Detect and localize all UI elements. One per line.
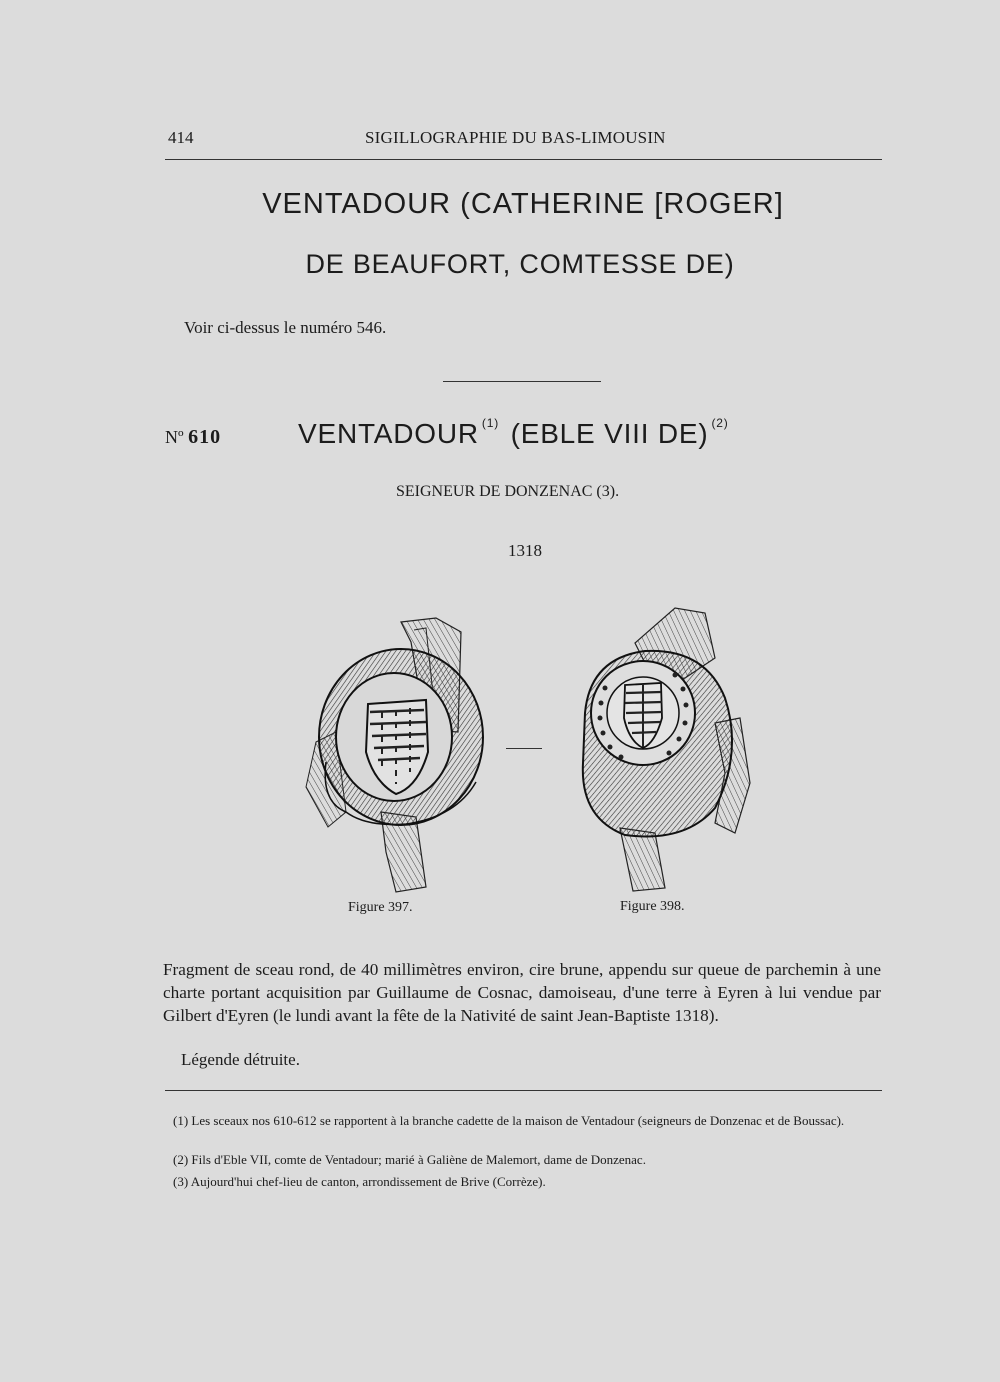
entry-number-value: 610 <box>188 426 222 448</box>
footnote-ref-2: (2) <box>711 415 729 430</box>
footnote-3: (3) Aujourd'hui chef-lieu de canton, arrondissement de Brive (Corrèze). <box>173 1174 546 1189</box>
seal-legend: Légende détruite. <box>181 1050 300 1069</box>
footnote-ref-1: (1) <box>481 415 499 430</box>
seal-reverse-drawing <box>565 603 760 893</box>
entry-number-prefix: Nº <box>165 427 184 447</box>
previous-entry-title-line-2: DE BEAUFORT, COMTESSE DE) <box>305 249 735 279</box>
figure-397-caption: Figure 397. <box>348 900 413 915</box>
seal-figure-398 <box>565 603 760 893</box>
header-rule <box>165 159 882 160</box>
footnote-1: (1) Les sceaux nos 610-612 se rapportent à la branche cadette de la maison de Ventadour (seigneurs de Donzenac et de Boussac). <box>173 1113 845 1128</box>
footnote-rule <box>165 1090 882 1091</box>
entry-title <box>298 415 732 450</box>
seal-obverse-drawing <box>286 612 486 897</box>
entry-title-rest: (EBLE VIII DE) <box>510 418 709 449</box>
entry-subtitle: SEIGNEUR DE DONZENAC (3). <box>396 483 620 500</box>
page-number: 414 <box>168 128 194 147</box>
entry-title-name: VENTADOUR <box>298 418 479 449</box>
figure-398-caption: Figure 398. <box>620 899 685 914</box>
entry-year: 1318 <box>508 541 542 560</box>
entry-number <box>165 426 221 449</box>
previous-entry-title-line-1: VENTADOUR (CATHERINE [ROGER] <box>262 188 784 220</box>
running-title: SIGILLOGRAPHIE DU BAS-LIMOUSIN <box>365 128 666 147</box>
footnote-2: (2) Fils d'Eble VII, comte de Ventadour; marié à Galiène de Malemort, dame de Donzenac. <box>173 1152 646 1167</box>
figure-separator <box>506 748 542 749</box>
seal-description: Fragment de sceau rond, de 40 millimètres environ, cire brune, appendu sur queue de parchemin à une charte portant acquisition par Guillaume de Cosnac, damoiseau, d'une terre à Eyren à lui vendue par Gilbert d'Eyren (le lundi avant la fête de la Nativité de saint Jean-Baptiste 1318). <box>163 960 881 1025</box>
section-separator <box>443 381 601 382</box>
seal-figure-397 <box>286 612 486 897</box>
cross-reference: Voir ci-dessus le numéro 546. <box>184 318 387 337</box>
